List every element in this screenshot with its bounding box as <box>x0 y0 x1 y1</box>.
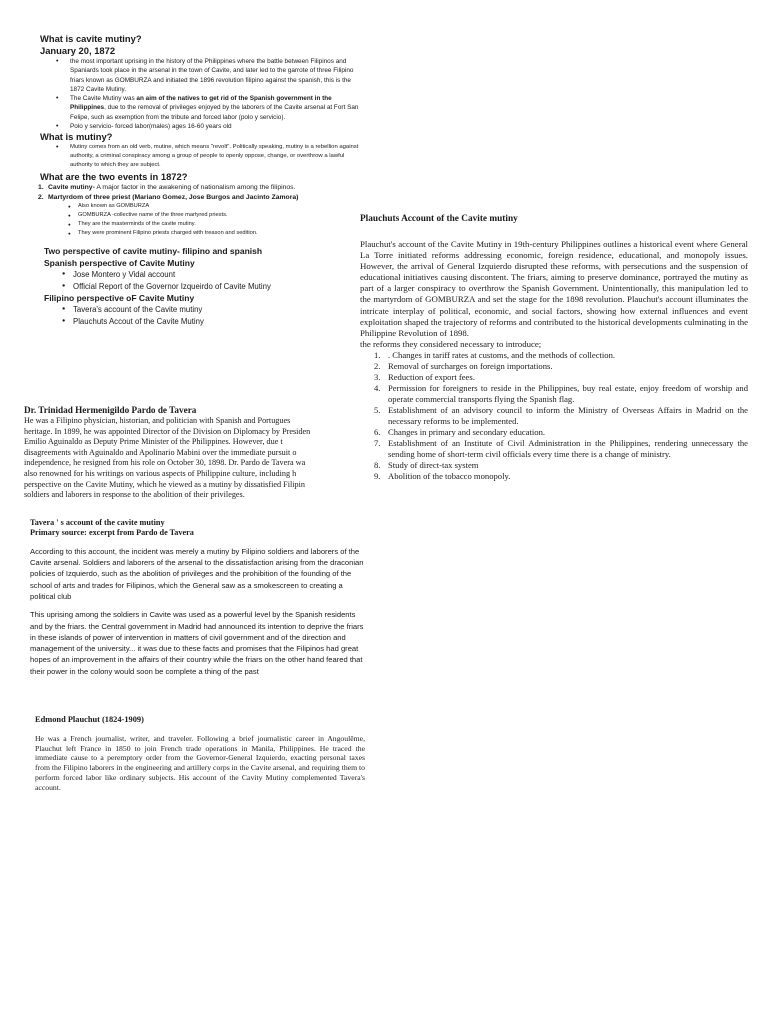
mutiny-bullet-list <box>56 143 366 170</box>
plauchut-bio-section <box>35 715 365 792</box>
event-number: 2. <box>38 193 44 201</box>
list-item <box>374 361 748 372</box>
plauchut-account-heading: Plauchuts Account of the Cavite mutiny <box>360 214 518 224</box>
gomburza-sub-list <box>68 202 366 238</box>
reform-number: 3. <box>374 371 381 382</box>
list-item: • the most important uprising in the history of the Philippines where the battle between Filipinos and Spaniards took place in the arsenal in the town of Cavite, and later led to the garrote of three Filipino friars known as GOMBURZA and initiated the 1896 revolution filipino against the spanish, this is the 1872 Cavite Mutiny. <box>56 57 366 94</box>
reform-number: 7. <box>374 437 381 448</box>
tavera-bio-line: Emilio Aguinaldo as Deputy Prime Minister of the Philippines. However, due t <box>24 437 283 447</box>
tavera-bio-line: heritage. In 1899, he was appointed Director of the Division on Diplomacy by Presiden <box>24 426 311 436</box>
tavera-account-paragraph: This uprising among the soldiers in Cavite was used as a powerful level by the Spanish residents and by the friars. the Central government in Madrid had announced its intention to deprive the friars in these islands of power of intervention in matters of civil government and of the direction and management of the university... it was due to these facts and promises that the Filipinos had great hopes of an improvement in the affairs of their country while the friars on the other hand feared that their power in the colony would soon be complete a thing of the past <box>30 610 364 676</box>
event-title: Martyrdom of three priest (Mariano Gomez, Jose Burgos and Jacinto Zamora) <box>48 193 299 201</box>
reform-number: 8. <box>374 459 381 470</box>
list-item: • Polo y servicio- forced labor(males) ages 16-60 years old <box>56 122 366 131</box>
reform-text: Study of direct-tax system <box>388 459 479 470</box>
reform-text: Changes in primary and secondary education. <box>388 426 546 437</box>
cavite-bullet-list <box>56 57 366 131</box>
tavera-bio-heading: Dr. Trinidad Hermenigildo Pardo de Tavera <box>24 405 197 415</box>
event-title: Cavite mutiny- <box>48 184 95 192</box>
tavera-bio-section <box>24 405 362 501</box>
list-item <box>374 350 748 361</box>
reforms-list <box>374 350 748 482</box>
primary-source-heading: Primary source: excerpt from Pardo de Tavera <box>30 528 194 538</box>
event-number: 1. <box>38 184 44 192</box>
list-item: ● Plauchuts Accout of the Cavite Mutiny <box>62 316 366 328</box>
reform-number: 5. <box>374 404 381 415</box>
list-item <box>56 94 366 122</box>
filipino-perspective-list <box>62 304 366 327</box>
reform-text: Reduction of export fees. <box>388 371 475 382</box>
reform-number: 4. <box>374 382 381 393</box>
list-item: ● Jose Montero y Vidal account <box>62 269 366 281</box>
plauchut-account-paragraph: Plauchut's account of the Cavite Mutiny in 19th-century Philippines outlines a historical event where General La Torre initiated reforms addressing economic, foreign residence, educational, and monopoly issues. However, the arrival of General Izquierdo disrupted these reforms, with persecutions and the suspension of educational initiatives causing discontent. The friars, aiming to preserve dominance, portrayed the mutiny as part of a larger conspiracy to overthrow the Spanish Government. Unintentionally, this manipulation led to the martyrdom of GOMBURZA and set the stage for the 1898 revolution. Plauchut's account illuminates the intricate interplay of political, economic, and social factors, showing how external influences and event exploitation shaped the trajectory of reforms and contributed to the historical developments culminating in the Philippine Revolution of 1898. <box>360 239 748 338</box>
list-item <box>38 193 366 203</box>
tavera-bio-line: He was a Filipino physician, historian, and politician with Spanish and Portugues <box>24 416 291 425</box>
tavera-bio-line: independence, he resigned from his role on October 30, 1898. Dr. Pardo de Tavera wa <box>24 458 306 468</box>
perspectives-heading: Two perspective of cavite mutiny- filipino and spanish <box>44 246 263 257</box>
date-heading: January 20, 1872 <box>40 45 116 56</box>
event-description: A major factor in the awakening of nationalism among the filipinos. <box>94 184 296 192</box>
list-item: ● They were prominent Filipino priests charged with treason and sedition. <box>68 229 366 238</box>
tavera-bio-line: perspective on the Cavite Mutiny, which he viewed as a mutiny by dissatisfied Filipin <box>24 479 305 489</box>
list-item <box>38 183 366 193</box>
reform-text: Establishment of an Institute of Civil Administration in the Philippines, rendering unnecessary the sending home of short-term civil officials every time there is a change of ministry. <box>388 437 748 459</box>
reform-text: . Changes in tariff rates at customs, and the methods of collection. <box>388 349 616 360</box>
list-item: ● GOMBURZA -collective name of the three martyred priests. <box>68 211 366 220</box>
tavera-account-heading: Tavera ' s account of the cavite mutiny <box>30 518 165 527</box>
question-heading-cavite: What is cavite mutiny? <box>40 33 142 44</box>
list-item <box>374 471 748 482</box>
reform-number: 2. <box>374 360 381 371</box>
list-item: ● Tavera's account of the Cavite mutiny <box>62 304 366 316</box>
reform-text: Removal of surcharges on foreign importations. <box>388 360 553 371</box>
plauchut-account-section <box>360 213 748 482</box>
list-item <box>374 372 748 383</box>
tavera-account-section <box>30 518 366 677</box>
list-item <box>374 460 748 471</box>
reform-text: Permission for foreigners to reside in the Philippines, buy real estate, enjoy freedom of worship and operate commercial transports flying the Spanish flag. <box>388 382 748 404</box>
reform-number: 1. <box>374 349 381 360</box>
question-heading-events: What are the two events in 1872? <box>40 171 188 183</box>
filipino-perspective-heading: Filipino perspective oF Cavite Mutiny <box>44 293 195 304</box>
bullet-text-start: The Cavite Mutiny was <box>70 95 137 103</box>
list-item: • Mutiny comes from an old verb, mutine, which means "revolt". Politically speaking, mutiny is a rebellion against authority, a criminal conspiracy among a group of people to openly oppose, change, or overthrow a lawful authority to which they are subject. <box>56 143 366 170</box>
cavite-notes-section <box>40 33 366 327</box>
list-item <box>374 383 748 405</box>
list-item: ● Also known as GOMBURZA <box>68 202 366 211</box>
reform-text: Establishment of an advisory council to inform the Ministry of Overseas Affairs in Madrid on the necessary reforms to be implemented. <box>388 404 748 426</box>
reform-text: Abolition of the tobacco monopoly. <box>388 470 511 481</box>
tavera-bio-line: soldiers and laborers in response to the abolition of their privileges. <box>24 490 245 500</box>
spanish-perspective-heading: Spanish perspective of Cavite Mutiny <box>44 258 195 269</box>
bullet-bold-text: an aim of the natives to get rid of the Spanish government in the Philippines <box>70 95 332 112</box>
tavera-bio-line: disagreements with Aguinaldo and Apolinario Mabini over the immediate pursuit o <box>24 447 297 457</box>
tavera-bio-line: also renowned for his writings on various aspects of Philippine culture, including h <box>24 468 297 478</box>
reforms-intro: the reforms they considered necessary to introduce; <box>360 338 542 349</box>
question-heading-mutiny: What is mutiny? <box>40 131 113 143</box>
list-item <box>374 427 748 438</box>
plauchut-bio-paragraph: He was a French journalist, writer, and traveler. Following a brief journalistic career in Angoulême, Plauchut left France in 1850 to join French trade operations in Manila, Philippines. He traced the immediate cause to a peremptory order from the Governor-General Izquierdo, exacting personal taxes from the Filipino laborers in the engineering and artillery corps in the Cavite arsenal, and requiring them to perform forced labor like ordinary subjects. His account of the Cavity Mutiny complemented Tavera's account. <box>35 734 365 792</box>
list-item <box>374 405 748 427</box>
reform-number: 6. <box>374 426 381 437</box>
spanish-perspective-list <box>62 269 366 292</box>
list-item <box>374 438 748 460</box>
events-list <box>38 183 366 202</box>
reform-number: 9. <box>374 470 381 481</box>
tavera-account-paragraph: According to this account, the incident was merely a mutiny by Filipino soldiers and laborers of the Cavite arsenal. Soldiers and laborers of the arsenal to the dissatisfaction arising from the draconian policies of Izquierdo, such as the abolition of privileges and the prohibition of the founding of the school of arts and trades for Filipinos, which the General saw as a smokescreen to creating a political club <box>30 546 364 601</box>
list-item: ● Official Report of the Governor Izqueirdo of Cavite Mutiny <box>62 281 366 293</box>
perspectives-section <box>44 245 366 327</box>
plauchut-bio-heading: Edmond Plauchut (1824-1909) <box>35 715 144 724</box>
list-item: ● They are the masterminds of the cavite mutiny. <box>68 220 366 229</box>
bullet-text-end: , due to the removal of privileges enjoyed by the laborers of the Cavite arsenal at Fort San Felipe, such as exemption from the tribute and forced labor (polo y servicio). <box>70 104 359 121</box>
